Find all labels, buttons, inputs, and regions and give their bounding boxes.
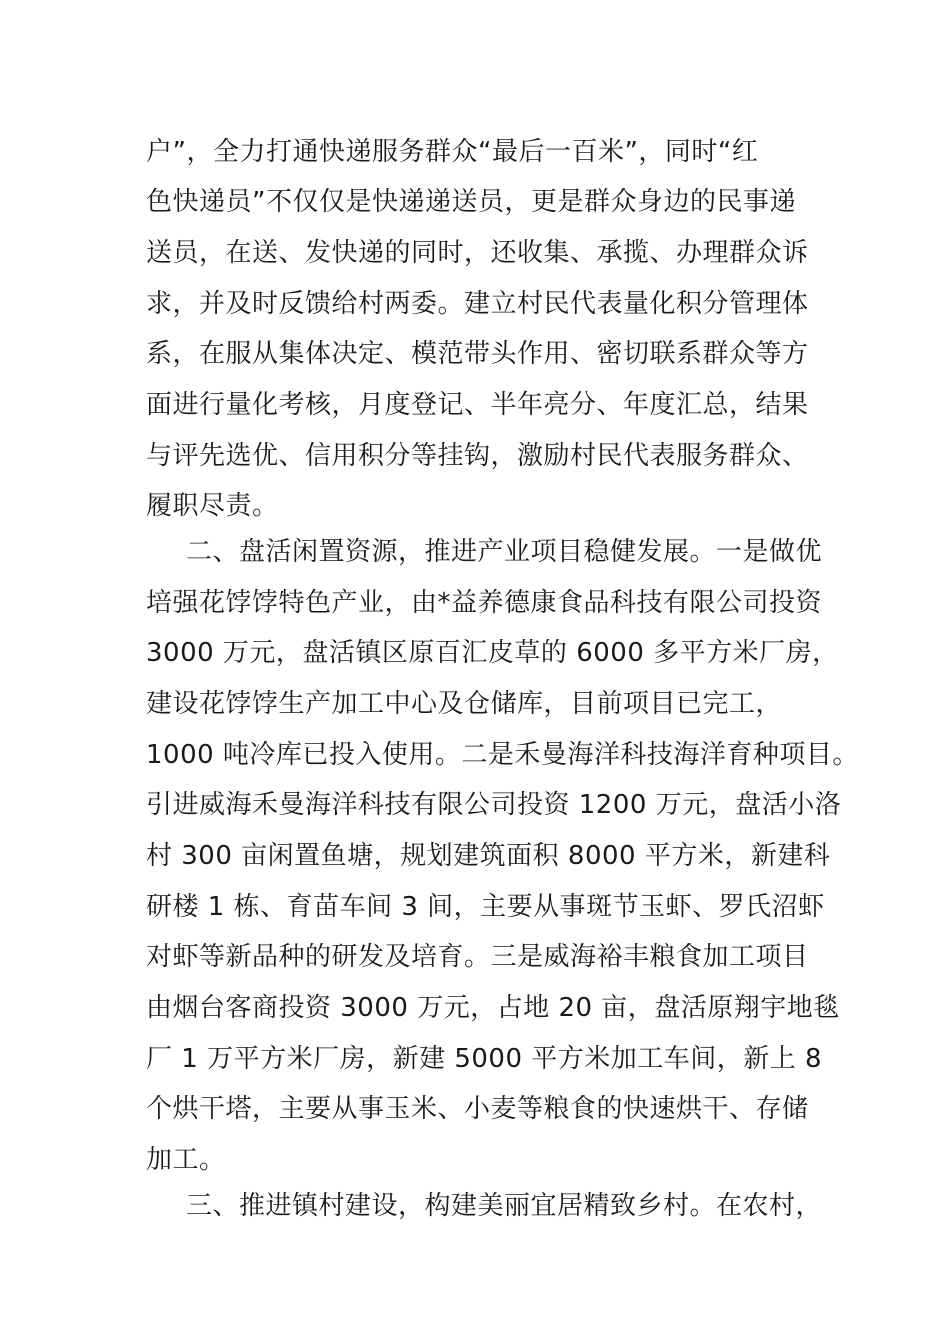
- text-line: 建设花饽饽生产加工中心及仓储库，目前项目已完工，: [146, 689, 783, 719]
- text-line: 研楼 1 栋、育苗车间 3 间，主要从事斑节玉虾、罗氏沼虾: [146, 892, 825, 922]
- text-line: 履职尽责。: [146, 491, 279, 521]
- text-line: 面进行量化考核，月度登记、半年亮分、年度汇总，结果: [146, 390, 809, 420]
- text-line: 1000 吨冷库已投入使用。二是禾曼海洋科技海洋育种项目。: [146, 740, 859, 770]
- text-line: 对虾等新品种的研发及培育。三是威海裕丰粮食加工项目: [146, 942, 809, 972]
- text-line: 个烘干塔，主要从事玉米、小麦等粮食的快速烘干、存储: [146, 1094, 809, 1124]
- text-line: 户”，全力打通快递服务群众“最后一百米”，同时“红: [146, 137, 759, 167]
- section-heading-line: 二、盘活闲置资源，推进产业项目稳健发展。一是做优: [186, 537, 823, 567]
- text-line: 送员，在送、发快递的同时，还收集、承揽、办理群众诉: [146, 238, 809, 268]
- text-line: 加工。: [146, 1145, 226, 1175]
- text-line: 系，在服从集体决定、模范带头作用、密切联系群众等方: [146, 339, 809, 369]
- text-line: 由烟台客商投资 3000 万元，占地 20 亩，盘活原翔宇地毯: [146, 993, 840, 1023]
- section-heading-line: 三、推进镇村建设，构建美丽宜居精致乡村。在农村，: [186, 1191, 823, 1221]
- text-line: 3000 万元，盘活镇区原百汇皮草的 6000 多平方米厂房，: [146, 638, 839, 668]
- text-line: 色快递员”不仅仅是快递递送员，更是群众身边的民事递: [146, 187, 796, 217]
- text-line: 培强花饽饽特色产业，由*益养德康食品科技有限公司投资: [146, 588, 823, 618]
- text-line: 引进威海禾曼海洋科技有限公司投资 1200 万元，盘活小洛: [146, 790, 842, 820]
- text-line: 求，并及时反馈给村两委。建立村民代表量化积分管理体: [146, 289, 809, 319]
- text-line: 村 300 亩闲置鱼塘，规划建筑面积 8000 平方米，新建科: [146, 841, 831, 871]
- text-line: 厂 1 万平方米厂房，新建 5000 平方米加工车间，新上 8: [146, 1044, 823, 1074]
- text-line: 与评先选优、信用积分等挂钩，激励村民代表服务群众、: [146, 441, 809, 471]
